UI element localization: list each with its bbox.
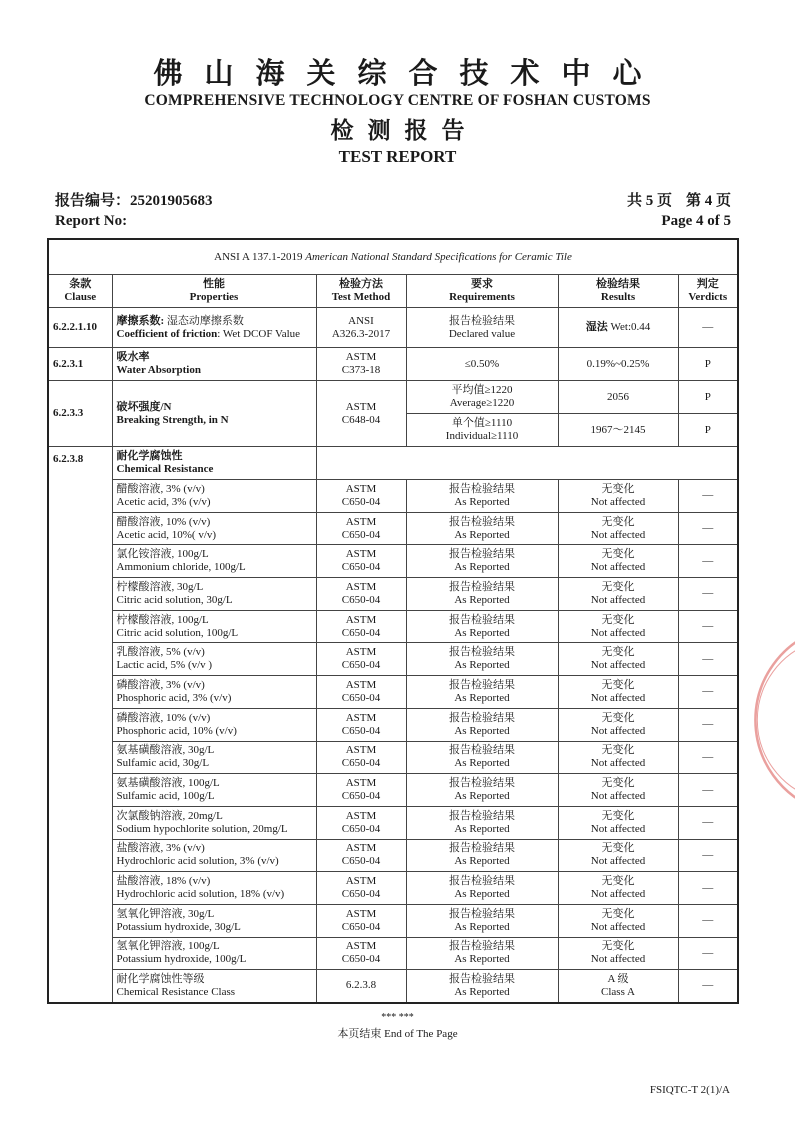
report-number-label-cn: 报告编号： xyxy=(55,193,131,209)
water-property: 吸水率 Water Absorption xyxy=(112,348,316,381)
chem-sub-method: 6.2.3.8 xyxy=(316,970,406,1003)
chem-sub-property: 氨基磺酸溶液, 100g/L Sulfamic acid, 100g/L xyxy=(112,774,316,807)
header-method: 检验方法 Test Method xyxy=(316,275,406,308)
row-breaking-strength-average xyxy=(48,381,738,414)
chem-sub-row xyxy=(48,708,738,741)
cof-property: 摩擦系数: 湿态动摩擦系数 Coefficient of friction: Wet DCOF Value xyxy=(112,308,316,348)
chem-sub-property: 柠檬酸溶液, 30g/L Citric acid solution, 30g/L xyxy=(112,578,316,611)
chem-sub-method: ASTM C650-04 xyxy=(316,904,406,937)
chem-sub-property: 柠檬酸溶液, 100g/L Citric acid solution, 100g/L xyxy=(112,610,316,643)
chem-sub-method: ASTM C650-04 xyxy=(316,676,406,709)
chem-sub-row xyxy=(48,512,738,545)
report-number: 25201905683 xyxy=(130,193,213,209)
chem-sub-result: 无变化 Not affected xyxy=(558,904,678,937)
chem-sub-result: 无变化 Not affected xyxy=(558,545,678,578)
breaking-method: ASTM C648-04 xyxy=(316,381,406,447)
chem-sub-method: ASTM C650-04 xyxy=(316,480,406,513)
chem-sub-property: 氯化铵溶液, 100g/L Ammonium chloride, 100g/L xyxy=(112,545,316,578)
chem-sub-row xyxy=(48,872,738,905)
chem-sub-method: ASTM C650-04 xyxy=(316,937,406,970)
chem-sub-verdict: — xyxy=(678,970,738,1003)
row-chemical-resistance xyxy=(48,447,738,480)
cof-verdict: — xyxy=(678,308,738,348)
chem-sub-property: 盐酸溶液, 3% (v/v) Hydrochloric acid solution, 3% (v/v) xyxy=(112,839,316,872)
breaking-avg-result: 2056 xyxy=(558,381,678,414)
breaking-ind-requirement: 单个值≥1110 Individual≥1110 xyxy=(406,414,558,447)
chem-sub-method: ASTM C650-04 xyxy=(316,578,406,611)
chem-sub-verdict: — xyxy=(678,937,738,970)
breaking-avg-requirement: 平均值≥1220 Average≥1220 xyxy=(406,381,558,414)
report-header xyxy=(0,55,795,168)
page-number-en: Page 4 of 5 xyxy=(661,213,731,229)
chem-sub-property: 盐酸溶液, 18% (v/v) Hydrochloric acid solution, 18% (v/v) xyxy=(112,872,316,905)
chem-sub-requirement: 报告检验结果 As Reported xyxy=(406,872,558,905)
cof-method: ANSI A326.3-2017 xyxy=(316,308,406,348)
water-result: 0.19%~0.25% xyxy=(558,348,678,381)
chem-sub-method: ASTM C650-04 xyxy=(316,774,406,807)
chem-sub-verdict: — xyxy=(678,904,738,937)
report-number-block xyxy=(55,191,213,231)
header-verdicts: 判定 Verdicts xyxy=(678,275,738,308)
chem-sub-result: 无变化 Not affected xyxy=(558,578,678,611)
chem-sub-result: 无变化 Not affected xyxy=(558,839,678,872)
chem-sub-verdict: — xyxy=(678,610,738,643)
chem-sub-row xyxy=(48,839,738,872)
chem-sub-requirement: 报告检验结果 As Reported xyxy=(406,480,558,513)
chem-sub-result: 无变化 Not affected xyxy=(558,480,678,513)
chem-sub-result: 无变化 Not affected xyxy=(558,708,678,741)
results-table xyxy=(47,238,739,1004)
end-of-page-note: 本页结束 End of The Page xyxy=(337,1028,458,1040)
org-name-en: COMPREHENSIVE TECHNOLOGY CENTRE OF FOSHAN CUSTOMS xyxy=(144,92,651,109)
chem-sub-requirement: 报告检验结果 As Reported xyxy=(406,512,558,545)
breaking-avg-verdict: P xyxy=(678,381,738,414)
chem-sub-result: 无变化 Not affected xyxy=(558,610,678,643)
header-properties: 性能 Properties xyxy=(112,275,316,308)
chem-sub-row xyxy=(48,676,738,709)
chem-sub-method: ASTM C650-04 xyxy=(316,610,406,643)
chem-sub-verdict: — xyxy=(678,839,738,872)
chem-sub-result: 无变化 Not affected xyxy=(558,741,678,774)
chem-sub-row xyxy=(48,970,738,1003)
water-requirement: ≤0.50% xyxy=(406,348,558,381)
chem-sub-method: ASTM C650-04 xyxy=(316,643,406,676)
official-seal-stamp xyxy=(752,620,795,820)
chem-sub-verdict: — xyxy=(678,872,738,905)
header-clause: 条款 Clause xyxy=(48,275,112,308)
chem-sub-row xyxy=(48,480,738,513)
chem-sub-requirement: 报告检验结果 As Reported xyxy=(406,839,558,872)
chem-sub-property: 乳酸溶液, 5% (v/v) Lactic acid, 5% (v/v ) xyxy=(112,643,316,676)
chem-sub-row xyxy=(48,643,738,676)
chem-sub-verdict: — xyxy=(678,741,738,774)
chem-sub-result: 无变化 Not affected xyxy=(558,937,678,970)
standard-row xyxy=(48,239,738,275)
chem-sub-result: 无变化 Not affected xyxy=(558,676,678,709)
chem-sub-property: 氢氧化钾溶液, 30g/L Potassium hydroxide, 30g/L xyxy=(112,904,316,937)
chem-sub-verdict: — xyxy=(678,578,738,611)
chem-sub-result: 无变化 Not affected xyxy=(558,806,678,839)
chem-sub-property: 氢氧化钾溶液, 100g/L Potassium hydroxide, 100g/L xyxy=(112,937,316,970)
chem-sub-property: 氨基磺酸溶液, 30g/L Sulfamic acid, 30g/L xyxy=(112,741,316,774)
chem-sub-property: 磷酸溶液, 10% (v/v) Phosphoric acid, 10% (v/v) xyxy=(112,708,316,741)
chem-sub-requirement: 报告检验结果 As Reported xyxy=(406,806,558,839)
chem-sub-requirement: 报告检验结果 As Reported xyxy=(406,937,558,970)
chem-sub-requirement: 报告检验结果 As Reported xyxy=(406,610,558,643)
chem-sub-requirement: 报告检验结果 As Reported xyxy=(406,676,558,709)
breaking-clause: 6.2.3.3 xyxy=(48,381,112,447)
row-water-absorption xyxy=(48,348,738,381)
chem-sub-verdict: — xyxy=(678,708,738,741)
report-title-cn: 检测报告 xyxy=(330,117,479,144)
chem-sub-verdict: — xyxy=(678,512,738,545)
form-code: FSIQTC-T 2(1)/A xyxy=(649,1084,730,1096)
chem-sub-row xyxy=(48,578,738,611)
cof-requirement: 报告检验结果 Declared value xyxy=(406,308,558,348)
chem-sub-result: A 级 Class A xyxy=(558,970,678,1003)
chem-clause: 6.2.3.8 xyxy=(48,447,112,1003)
chem-sub-result: 无变化 Not affected xyxy=(558,512,678,545)
row-coefficient-of-friction xyxy=(48,308,738,348)
chem-property: 耐化学腐蚀性 Chemical Resistance xyxy=(112,447,316,480)
header-requirements: 要求 Requirements xyxy=(406,275,558,308)
breaking-ind-result: 1967～2145 xyxy=(558,414,678,447)
water-method: ASTM C373-18 xyxy=(316,348,406,381)
chem-sub-row xyxy=(48,741,738,774)
chem-sub-property: 次氯酸钠溶液, 20mg/L Sodium hypochlorite solution, 20mg/L xyxy=(112,806,316,839)
water-verdict: P xyxy=(678,348,738,381)
breaking-ind-verdict: P xyxy=(678,414,738,447)
chem-sub-verdict: — xyxy=(678,676,738,709)
chem-sub-requirement: 报告检验结果 As Reported xyxy=(406,970,558,1003)
table-header-row xyxy=(48,275,738,308)
chem-sub-property: 醋酸溶液, 3% (v/v) Acetic acid, 3% (v/v) xyxy=(112,480,316,513)
chem-sub-requirement: 报告检验结果 As Reported xyxy=(406,708,558,741)
chem-sub-verdict: — xyxy=(678,480,738,513)
chem-sub-requirement: 报告检验结果 As Reported xyxy=(406,774,558,807)
chem-sub-method: ASTM C650-04 xyxy=(316,839,406,872)
chem-sub-requirement: 报告检验结果 As Reported xyxy=(406,643,558,676)
chem-sub-requirement: 报告检验结果 As Reported xyxy=(406,741,558,774)
page-total-cn: 共 5 页 xyxy=(626,193,672,209)
page-number-block xyxy=(627,191,731,231)
chem-sub-method: ASTM C650-04 xyxy=(316,872,406,905)
chem-sub-method: ASTM C650-04 xyxy=(316,512,406,545)
header-results: 检验结果 Results xyxy=(558,275,678,308)
chem-sub-result: 无变化 Not affected xyxy=(558,774,678,807)
chem-sub-row xyxy=(48,806,738,839)
chem-sub-result: 无变化 Not affected xyxy=(558,872,678,905)
chem-sub-property: 醋酸溶液, 10% (v/v) Acetic acid, 10%( v/v) xyxy=(112,512,316,545)
chem-sub-row xyxy=(48,937,738,970)
chem-sub-verdict: — xyxy=(678,774,738,807)
org-name-cn: 佛山海关综合技术中心 xyxy=(153,56,664,90)
page-current-cn: 第 4 页 xyxy=(685,193,731,209)
chem-sub-method: ASTM C650-04 xyxy=(316,806,406,839)
chem-sub-requirement: 报告检验结果 As Reported xyxy=(406,545,558,578)
chem-sub-row xyxy=(48,774,738,807)
chem-sub-verdict: — xyxy=(678,806,738,839)
chem-sub-method: ASTM C650-04 xyxy=(316,545,406,578)
chem-sub-property: 磷酸溶液, 3% (v/v) Phosphoric acid, 3% (v/v) xyxy=(112,676,316,709)
chem-sub-row xyxy=(48,904,738,937)
cof-result: 湿法 Wet:0.44 xyxy=(558,308,678,348)
cof-clause: 6.2.2.1.10 xyxy=(48,308,112,348)
standard-code: ANSI A 137.1-2019 xyxy=(214,250,303,263)
water-clause: 6.2.3.1 xyxy=(48,348,112,381)
chem-sub-requirement: 报告检验结果 As Reported xyxy=(406,578,558,611)
standard-title: American National Standard Specifications for Ceramic Tile xyxy=(305,250,572,263)
breaking-property: 破坏强度/N Breaking Strength, in N xyxy=(112,381,316,447)
report-title-en: TEST REPORT xyxy=(338,147,457,166)
end-stars: *** *** xyxy=(381,1012,414,1023)
chem-sub-requirement: 报告检验结果 As Reported xyxy=(406,904,558,937)
chem-sub-method: ASTM C650-04 xyxy=(316,741,406,774)
chem-sub-row xyxy=(48,545,738,578)
chem-sub-method: ASTM C650-04 xyxy=(316,708,406,741)
chem-sub-row xyxy=(48,610,738,643)
chem-sub-property: 耐化学腐蚀性等级 Chemical Resistance Class xyxy=(112,970,316,1003)
chem-sub-verdict: — xyxy=(678,545,738,578)
report-number-label-en: Report No: xyxy=(55,213,128,229)
chem-sub-result: 无变化 Not affected xyxy=(558,643,678,676)
chem-sub-verdict: — xyxy=(678,643,738,676)
